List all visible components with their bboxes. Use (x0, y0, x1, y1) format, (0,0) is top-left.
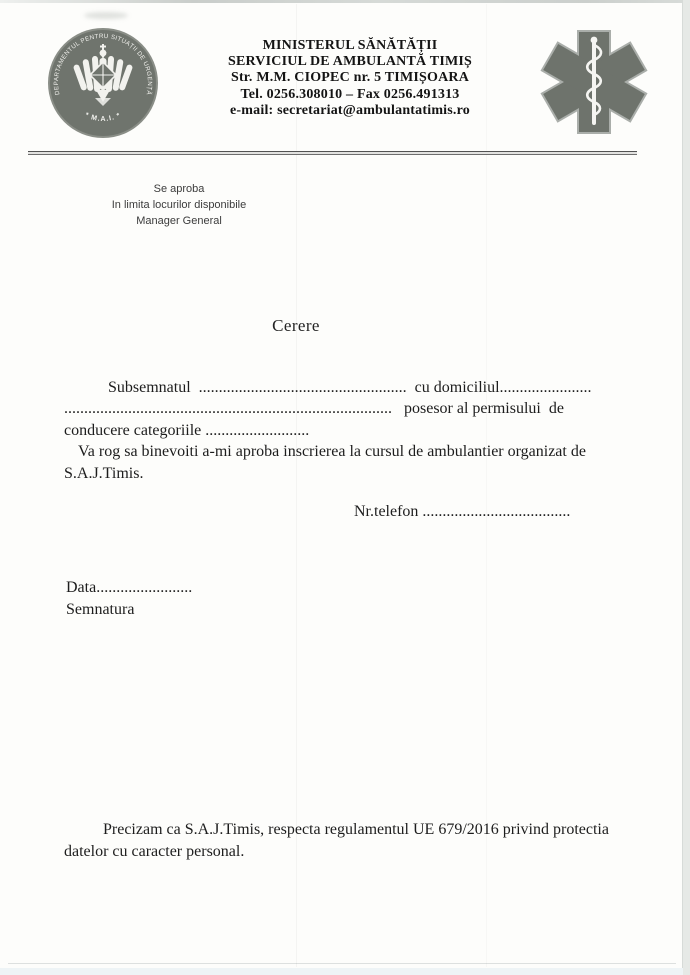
document-title: Cerere (272, 316, 320, 335)
organization-header (175, 38, 525, 119)
date-line: Data........................ (66, 579, 193, 596)
approval-line: In limita locurilor disponibile (111, 199, 247, 211)
government-seal-icon (46, 26, 160, 140)
org-line: Str. M.M. CIOPEC nr. 5 TIMIȘOARA (230, 70, 470, 86)
gdpr-notice (64, 819, 609, 862)
org-line: Tel. 0256.308010 – Fax 0256.491313 (240, 86, 460, 102)
date-signature-block (66, 577, 192, 620)
seal-ring-text-bottom: * M.A.I. * (83, 111, 123, 123)
scan-edge-right (682, 0, 690, 975)
org-line: e-mail: secretariat@ambulantatimis.ro (230, 102, 470, 118)
org-line: MINISTERUL SĂNĂTĂȚII (262, 38, 438, 53)
scan-smudge (84, 12, 128, 19)
body-line: conducere categoriile .......................... (64, 421, 310, 439)
body-line: .................................................................................. posesor al permisului de (64, 400, 564, 418)
approval-line: Manager General (136, 215, 222, 227)
header-divider-rule (28, 151, 637, 155)
phone-number-line: Nr.telefon ..................................... (354, 503, 571, 520)
seal-ring-text-top: DEPARTAMENTUL PENTRU SITUAȚII DE URGENȚĂ (52, 32, 154, 96)
request-body (64, 377, 592, 484)
footer-line: datelor cu caracter personal. (64, 842, 245, 860)
body-line: Subsemnatul .................................................... cu domiciliul....................... (108, 379, 592, 396)
footer-line: Precizam ca S.A.J.Timis, respecta regulamentul UE 679/2016 privind protectia (103, 821, 609, 838)
scan-artifact-line (8, 963, 676, 964)
approval-line: Se aproba (153, 183, 205, 195)
scan-edge-top (0, 0, 690, 3)
star-of-life-icon (538, 28, 650, 136)
body-line: Va rog sa binevoiti a-mi aproba inscrierea la cursul de ambulantier organizat de (78, 443, 586, 461)
scan-edge-bottom (0, 968, 683, 975)
body-line: S.A.J.Timis. (64, 464, 144, 482)
approval-block (100, 181, 258, 229)
org-line: SERVICIUL DE AMBULANTĂ TIMIȘ (227, 54, 473, 70)
signature-label: Semnatura (66, 600, 135, 618)
